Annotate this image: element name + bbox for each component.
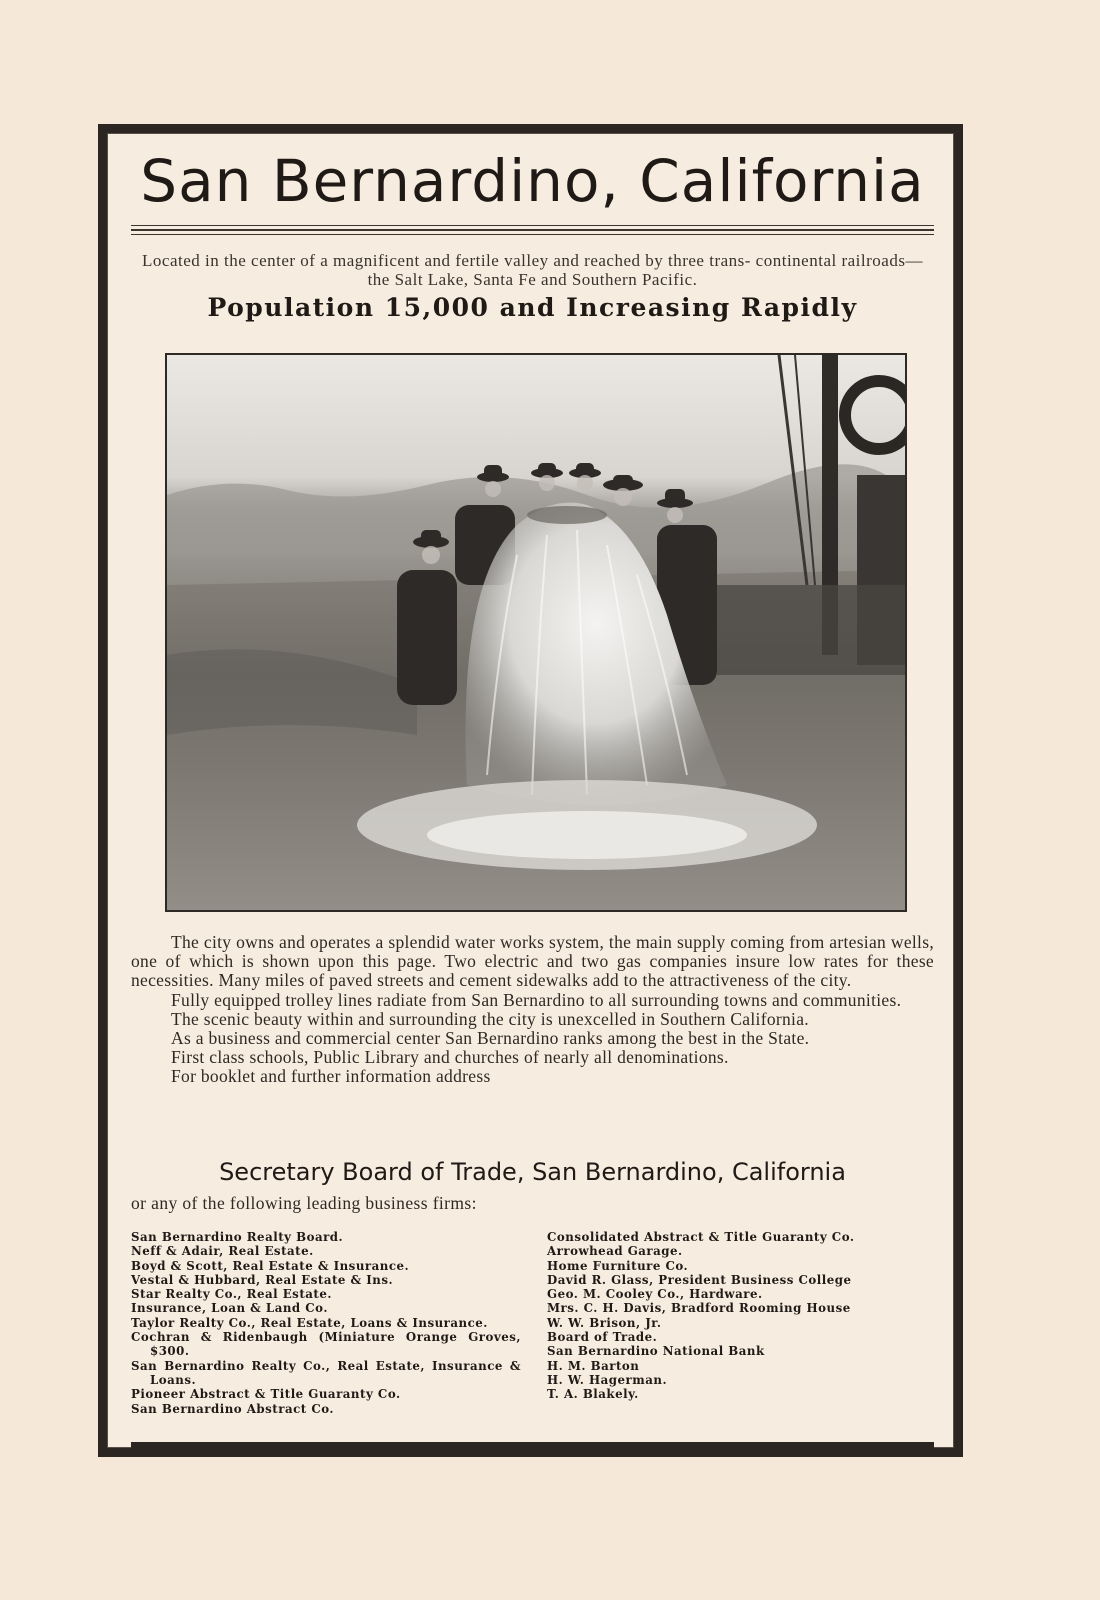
body-text xyxy=(131,933,934,1087)
firm-item: W. W. Brison, Jr. xyxy=(547,1315,662,1330)
firm-item: Vestal & Hubbard, Real Estate & Ins. xyxy=(131,1272,394,1287)
advertisement-frame xyxy=(98,124,963,1457)
body-paragraph: First class schools, Public Library and churches of nearly all denominations. xyxy=(171,1047,729,1068)
body-paragraph: Fully equipped trolley lines radiate from San Bernardino to all surrounding towns and communities. xyxy=(171,989,902,1010)
title-rule xyxy=(131,234,934,235)
firm-item: Taylor Realty Co., Real Estate, Loans & Insurance. xyxy=(131,1315,488,1330)
frame-bottom-bar xyxy=(131,1442,934,1448)
firm-item: San Bernardino Realty Co., Real Estate, Insurance & Loans. xyxy=(131,1358,521,1387)
firm-item: San Bernardino National Bank xyxy=(547,1344,765,1359)
firms-column-right xyxy=(547,1230,939,1402)
firm-item: San Bernardino Abstract Co. xyxy=(131,1401,335,1416)
firm-item: Insurance, Loan & Land Co. xyxy=(131,1301,328,1316)
firm-item: David R. Glass, President Business College xyxy=(547,1272,852,1287)
firm-item: Consolidated Abstract & Title Guaranty Co. xyxy=(547,1230,855,1244)
firm-item: San Bernardino Realty Board. xyxy=(131,1230,344,1244)
firm-item: Star Realty Co., Real Estate. xyxy=(131,1287,332,1302)
firms-intro: or any of the following leading business firms: xyxy=(131,1193,477,1213)
firm-item: H. M. Barton xyxy=(547,1358,640,1373)
artesian-well-illustration xyxy=(167,355,905,910)
firm-item: Cochran & Ridenbaugh (Miniature Orange Groves, $300. xyxy=(131,1330,521,1359)
intro-text: Located in the center of a magnificent and fertile valley and reached by three trans- continental railroads—the Salt Lake, Santa Fe and Southern Pacific. xyxy=(142,251,923,289)
title-rule xyxy=(131,229,934,231)
body-paragraph: As a business and commercial center San Bernardino ranks among the best in the State. xyxy=(171,1028,810,1049)
firm-item: H. W. Hagerman. xyxy=(547,1372,668,1387)
firm-item: Neff & Adair, Real Estate. xyxy=(131,1244,314,1259)
firm-item: Home Furniture Co. xyxy=(547,1258,689,1273)
firm-item: Arrowhead Garage. xyxy=(547,1244,683,1259)
firms-column-left xyxy=(131,1230,521,1416)
firm-item: Board of Trade. xyxy=(547,1330,658,1345)
title-rule xyxy=(131,225,934,226)
artesian-well-photo xyxy=(165,353,907,912)
body-paragraph: The scenic beauty within and surrounding the city is unexcelled in Southern California. xyxy=(171,1008,809,1029)
firm-item: Mrs. C. H. Davis, Bradford Rooming House xyxy=(547,1301,851,1316)
secretary-address: Secretary Board of Trade, San Bernardino, California xyxy=(219,1158,846,1186)
firm-item: T. A. Blakely. xyxy=(547,1387,639,1402)
firm-item: Boyd & Scott, Real Estate & Insurance. xyxy=(131,1258,410,1273)
body-paragraph: The city owns and operates a splendid water works system, the main supply coming from artesian wells, one of which is shown upon this page. Two electric and two gas companies insure low rates for these necessities. Many miles of paved streets and cement sidewalks add to the attractiveness of the city. xyxy=(131,932,934,991)
population-headline: Population 15,000 and Increasing Rapidly xyxy=(207,293,858,322)
page-title: San Bernardino, California xyxy=(140,147,925,215)
firm-item: Geo. M. Cooley Co., Hardware. xyxy=(547,1287,763,1302)
advertisement-content xyxy=(131,133,934,1448)
body-paragraph: For booklet and further information address xyxy=(171,1066,491,1087)
firm-item: Pioneer Abstract & Title Guaranty Co. xyxy=(131,1387,401,1402)
